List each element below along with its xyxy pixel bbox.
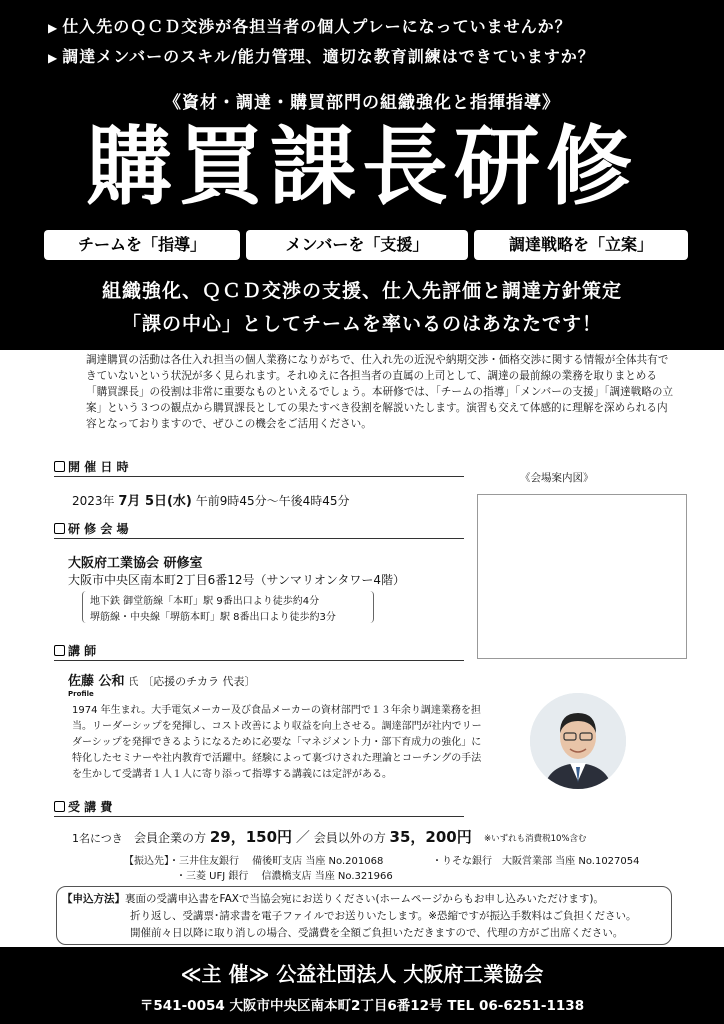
triangle-bullet-icon: ▶	[48, 21, 59, 35]
access-line-1: 地下鉄 御堂筋線「本町」駅 9番出口より徒歩約4分	[90, 596, 320, 607]
tag-support: メンバーを「支援」	[246, 230, 468, 260]
fee-line: 会員企業の方 29，150円 ／ 会員以外の方 35，200円	[134, 828, 472, 846]
section-venue: 研 修 会 場	[54, 522, 464, 539]
triangle-bullet-icon: ▶	[48, 51, 59, 65]
venue-address: 大阪市中央区南本町2丁目6番12号（サンマリオンタワー4階）	[68, 573, 405, 587]
lecturer-profile: 1974 年生まれ。大手電気メーカー及び食品メーカーの資材部門で１３年余り調達業務を担当。リーダーシップを発揮し、コスト改善により収益を向上させる。調達部門が社内でリーダーシップを発揮できるようになるために必要な「マネジメント力・部下育成力の強化」に特化したセミナーや社内教育で活躍中。経験によって裏づけされた理論とコーチングの手法を生かして受講者１人１人に寄り添って指導する講義には定評がある。	[72, 705, 482, 780]
organizer-line: ≪主 催≫ 公益社団法人 大阪府工業協会	[180, 962, 544, 986]
access-line-2: 堺筋線・中央線「堺筋本町」駅 8番出口より徒歩約3分	[90, 612, 336, 623]
tag-lead: チームを「指導」	[44, 230, 240, 260]
section-fee: 受 講 費	[54, 800, 464, 817]
question-1: ▶ 仕入先のＱＣＤ交渉が各担当者の個人プレーになっていませんか？	[48, 17, 572, 36]
fee-tax-note: ※いずれも消費税10%含む	[484, 834, 587, 844]
apply-line-1: 【申込方法】裏面の受講申込書をFAXで当協会宛にお送りください(ホームページからもお申し込みいただけます)。	[62, 893, 604, 905]
profile-label: Profile	[68, 690, 94, 698]
map-label: 《会場案内図》	[520, 472, 594, 484]
subtitle: 《資材・調達・購買部門の組織強化と指揮指導》	[164, 93, 560, 113]
organizer-address: 〒541-0054 大阪市中央区南本町2丁目6番12号 TEL 06-6251-1138	[139, 998, 585, 1014]
apply-line-3: 開催前々日以降に取り消しの場合、受講費を全額ご負担いただきますので、代理の方がご出席ください。	[130, 927, 624, 939]
fee-per: 1名につき	[72, 832, 123, 845]
lecturer-name-line: 佐藤 公和 氏 〔応援のチカラ 代表〕	[68, 674, 256, 689]
question-2: ▶ 調達メンバーのスキル/能力管理、適切な教育訓練はできていますか？	[48, 47, 595, 66]
lead-line-2: 「課の中心」としてチームを率いるのはあなたです！	[121, 313, 602, 335]
venue-map	[477, 494, 687, 659]
bank-line-2: ・りそな銀行 大阪営業部 当座 No.1027054	[432, 856, 640, 867]
apply-line-2: 折り返し、受講票･請求書を電子ファイルでお送りいたします。※恐縮ですが振込手数料はご負担ください。	[130, 910, 637, 922]
checkbox-icon	[54, 645, 65, 656]
bank-line-3: ・三菱 UFJ 銀行 信濃橋支店 当座 No.321966	[176, 871, 393, 882]
lead-line-1: 組織強化、ＱＣＤ交渉の支援、仕入先評価と調達方針策定	[101, 280, 622, 302]
tag-strategy: 調達戦略を「立案」	[474, 230, 688, 260]
section-lecturer: 講 師	[54, 644, 464, 661]
checkbox-icon	[54, 461, 65, 472]
venue-name: 大阪府工業協会 研修室	[68, 556, 203, 571]
checkbox-icon	[54, 523, 65, 534]
event-datetime: 2023年 7月 5日(水) 午前9時45分～午後4時45分	[72, 494, 350, 509]
page-title: 購買課長研修	[86, 117, 638, 217]
checkbox-icon	[54, 801, 65, 812]
bank-line-1: 【振込先】・三井住友銀行 備後町支店 当座 No.201068	[124, 856, 384, 867]
section-datetime: 開 催 日 時	[54, 460, 464, 477]
lecturer-photo	[530, 693, 626, 789]
intro-text: 調達購買の活動は各仕入れ担当の個人業務になりがちで、仕入れ先の近況や納期交渉・価格交渉に関する情報が全体共有できていないという状況が多く見られます。それゆえに各担当者の直属の上司として、調達の最前線の業務を取りまとめる「購買課長」の役割は非常に重要なものといえるでしょう。本研修では、「チームの指導」「メンバーの支援」「調達戦略の立案」という３つの観点から購買課長としての果たすべき役割を解説いたします。演習も交えて体感的に理解を深められる内容となっておりますので、ぜひこの機会をご活用ください。	[86, 354, 674, 430]
